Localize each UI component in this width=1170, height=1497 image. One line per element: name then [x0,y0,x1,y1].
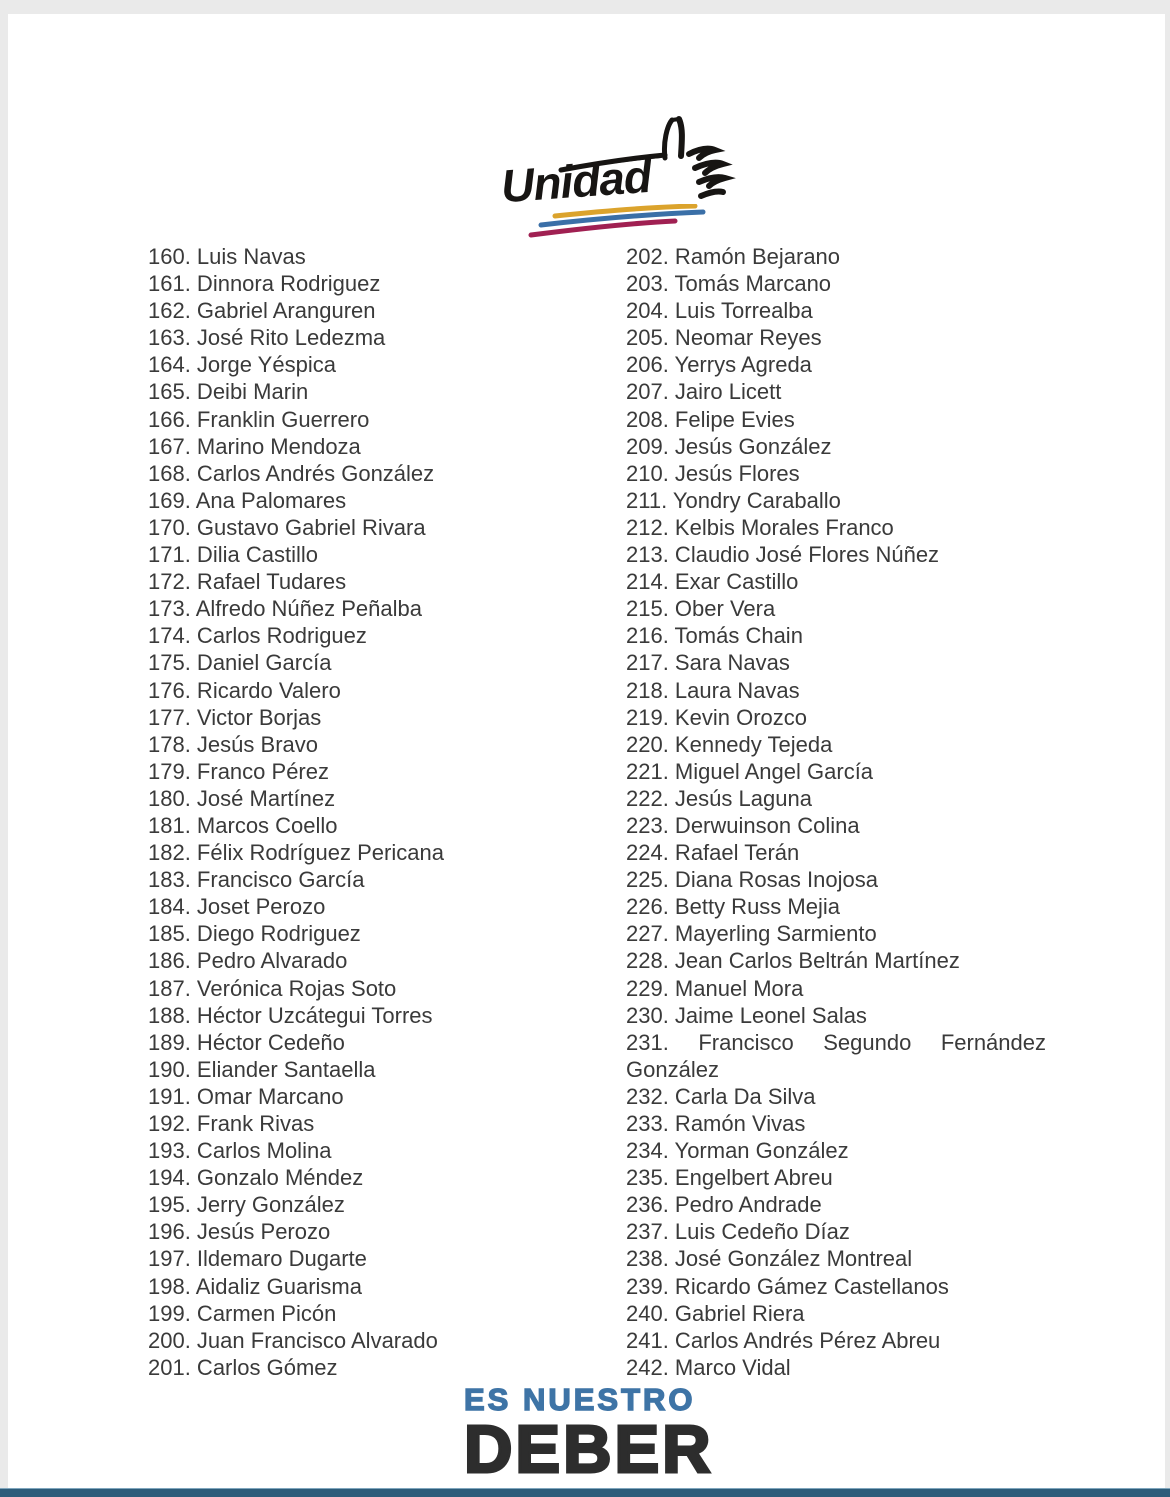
list-item: 166. Franklin Guerrero [148,406,370,432]
list-item: 162. Gabriel Aranguren [148,298,376,324]
list-item: 169. Ana Palomares [148,487,347,513]
list-item: 229. Manuel Mora [626,975,804,1001]
list-item: 240. Gabriel Riera [626,1300,805,1326]
list-item: 207. Jairo Licett [626,379,782,405]
list-item: 170. Gustavo Gabriel Rivara [148,514,426,540]
list-item: 216. Tomás Chain [626,623,803,649]
list-item: 193. Carlos Molina [148,1138,332,1164]
list-item: 228. Jean Carlos Beltrán Martínez [626,948,960,974]
list-item: 199. Carmen Picón [148,1300,337,1326]
list-item: 226. Betty Russ Mejia [626,894,840,920]
slogan-block [464,1382,784,1487]
list-item: 184. Joset Perozo [148,894,326,920]
list-item: 236. Pedro Andrade [626,1192,822,1218]
names-column-left [148,243,608,1381]
list-item: 210. Jesús Flores [626,460,800,486]
list-item: 191. Omar Marcano [148,1083,344,1109]
list-item: 239. Ricardo Gámez Castellanos [626,1273,949,1299]
slogan-line1: ES NUESTRO [464,1382,696,1417]
list-item: 234. Yorman González [626,1138,849,1164]
list-item: 237. Luis Cedeño Díaz [626,1219,850,1245]
list-item: 196. Jesús Perozo [148,1219,331,1245]
list-item: 233. Ramón Vivas [626,1111,806,1136]
list-item: 212. Kelbis Morales Franco [626,514,894,540]
list-item: 177. Victor Borjas [148,704,322,730]
list-item: 201. Carlos Gómez [148,1354,338,1380]
list-item: 175. Daniel García [148,650,332,676]
list-item: 161. Dinnora Rodriguez [148,271,381,297]
list-item: 197. Ildemaro Dugarte [148,1246,367,1272]
list-item: 167. Marino Mendoza [148,433,361,459]
list-item: 171. Dilia Castillo [148,542,318,568]
list-item: 202. Ramón Bejarano [626,244,841,269]
bottom-accent-bar [0,1488,1170,1497]
list-item: 232. Carla Da Silva [626,1083,816,1109]
list-item: 238. José González Montreal [626,1246,913,1272]
list-item: 206. Yerrys Agreda [626,352,812,378]
slogan-line2: DEBER [464,1412,714,1487]
list-item: 187. Verónica Rojas Soto [148,975,397,1001]
list-item: 183. Francisco García [148,867,365,893]
list-item: 192. Frank Rivas [148,1111,315,1136]
list-item: 211. Yondry Caraballo [626,487,841,513]
list-item: 172. Rafael Tudares [148,569,347,595]
list-item: 204. Luis Torrealba [626,298,813,324]
list-item: 168. Carlos Andrés González [148,460,435,486]
list-item: 230. Jaime Leonel Salas [626,1002,867,1028]
list-item: 174. Carlos Rodriguez [148,623,367,649]
list-item: 214. Exar Castillo [626,569,799,595]
list-item: 220. Kennedy Tejeda [626,731,833,757]
list-item: 163. José Rito Ledezma [148,325,386,351]
list-item: 219. Kevin Orozco [626,704,807,730]
list-item: 209. Jesús González [626,433,832,459]
list-item: 188. Héctor Uzcátegui Torres [148,1002,433,1028]
list-item: 235. Engelbert Abreu [626,1165,833,1191]
list-item: 178. Jesús Bravo [148,731,318,757]
logo-tricolor-stripes [523,204,723,238]
list-item: 225. Diana Rosas Inojosa [626,867,878,893]
list-item: 231. Francisco Segundo Fernández González [626,1029,1046,1082]
list-item: 165. Deibi Marin [148,379,309,405]
list-item: 242. Marco Vidal [626,1354,791,1380]
list-item: 173. Alfredo Núñez Peñalba [148,596,422,622]
list-item: 160. Luis Navas [148,244,306,269]
list-item: 186. Pedro Alvarado [148,948,348,974]
list-item: 222. Jesús Laguna [626,785,812,811]
list-item: 200. Juan Francisco Alvarado [148,1327,438,1353]
names-column-right [626,243,1046,1381]
list-item: 181. Marcos Coello [148,812,338,838]
list-item: 227. Mayerling Sarmiento [626,921,877,947]
list-item: 224. Rafael Terán [626,840,800,866]
list-item: 194. Gonzalo Méndez [148,1165,364,1191]
list-item: 205. Neomar Reyes [626,325,822,351]
list-item: 198. Aidaliz Guarisma [148,1273,362,1299]
list-item: 218. Laura Navas [626,677,800,703]
list-item: 223. Derwuinson Colina [626,812,860,838]
list-item: 189. Héctor Cedeño [148,1029,345,1055]
list-item: 217. Sara Navas [626,650,790,676]
list-item: 179. Franco Pérez [148,758,329,784]
list-item: 164. Jorge Yéspica [148,352,336,378]
list-item: 182. Félix Rodríguez Pericana [148,840,444,866]
list-item: 213. Claudio José Flores Núñez [626,542,940,568]
list-item: 176. Ricardo Valero [148,677,341,703]
list-item: 215. Ober Vera [626,596,776,622]
list-item: 203. Tomás Marcano [626,271,832,297]
list-item: 221. Miguel Angel García [626,758,874,784]
list-item: 180. José Martínez [148,785,336,811]
list-item: 190. Eliander Santaella [148,1056,376,1082]
unidad-logo [463,112,763,237]
list-item: 185. Diego Rodriguez [148,921,361,947]
logo-wordmark: Unidad [499,149,653,213]
list-item: 208. Felipe Evies [626,406,795,432]
list-item: 241. Carlos Andrés Pérez Abreu [626,1327,941,1353]
list-item: 195. Jerry González [148,1192,345,1218]
paper-sheet [8,14,1165,1489]
